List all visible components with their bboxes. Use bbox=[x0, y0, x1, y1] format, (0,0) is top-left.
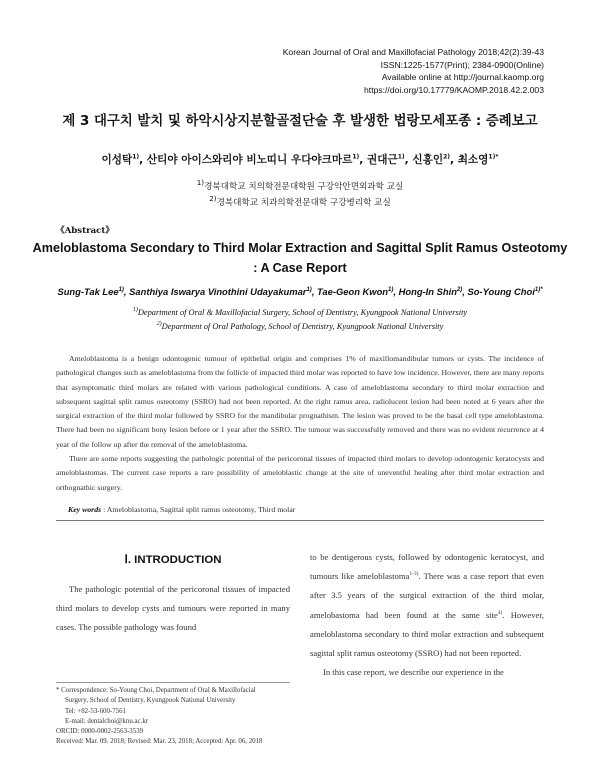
keywords-text: Ameloblastoma, Sagittal split ramus osteotomy, Third molar bbox=[106, 505, 296, 514]
footnote-dates: Received: Mar. 09. 2018; Revised: Mar. 23, 2018; Accepted: Apr. 06, 2018 bbox=[56, 738, 263, 746]
left-column bbox=[56, 548, 290, 638]
english-title-line-1: Ameloblastoma Secondary to Third Molar Extraction and Sagittal Split Ramus Osteotomy bbox=[32, 241, 568, 255]
footnote-department: Surgery, School of Dentistry, Kyungpook National University bbox=[65, 697, 236, 705]
intro-paragraph-right-2: In this case report, we describe our experience in the bbox=[323, 667, 504, 678]
english-author: Santhiya Iswarya Vinothini Udayakumar$^{1)}$, bbox=[129, 286, 318, 297]
korean-author: 이성탁$^{1)}$, bbox=[101, 153, 147, 166]
journal-issn: ISSN:1225-1577(Print); 2384-0900(Online) bbox=[380, 59, 544, 70]
korean-title: 제 3 대구치 발치 및 하악시상지분할골절단술 후 발생한 법랑모세포종 : 증례보고 bbox=[62, 114, 538, 129]
citation-4: 4) bbox=[497, 609, 503, 616]
english-author: Hong-In Shin$^{2)}$, bbox=[398, 286, 468, 297]
keywords-label: Key words bbox=[68, 505, 102, 514]
english-affiliation-2: $^{2)}$Department of Oral Pathology, School of Dentistry, Kyungpook National University bbox=[156, 321, 444, 331]
footnotes bbox=[56, 686, 292, 748]
english-title bbox=[20, 238, 580, 278]
section-heading-introduction: Ⅰ. INTRODUCTION bbox=[124, 554, 222, 566]
footnote-divider bbox=[56, 682, 290, 683]
korean-author: 최소영$^{1)*}$ bbox=[457, 153, 499, 166]
journal-header bbox=[224, 46, 544, 96]
citation-1-3: 1-3) bbox=[409, 571, 419, 578]
keywords bbox=[56, 505, 544, 514]
korean-authors bbox=[20, 152, 580, 167]
journal-doi: https://doi.org/10.17779/KAOMP.2018.42.2.003 bbox=[364, 84, 544, 95]
english-title-line-2: : A Case Report bbox=[253, 261, 347, 275]
intro-paragraph-right-1: to be dentigerous cysts, followed by odontogenic keratocyst, and tumours like ameloblastoma$^{1-3)}$. There was a case report that even after 3.5 years of the surgical extraction of the third molar, amelobastoma had been found at the same site$^{4)}$. However, ameloblastoma secondary to third molar extraction and subsequent sagittal split ramus osteotomy (SSRO) had not been reported. bbox=[310, 552, 544, 659]
journal-url: Available online at http://journal.kaomp.org bbox=[381, 72, 544, 83]
english-author: Tae-Geon Kwon$^{1)}$, bbox=[317, 286, 399, 297]
korean-author: 산티야 아이스와리야 비노띠니 우다야크마르$^{1)}$, bbox=[146, 153, 368, 166]
abstract-tag: 《Abstract》 bbox=[56, 226, 114, 236]
keywords-separator: : bbox=[101, 505, 107, 514]
english-affiliation-1: $^{1)}$Department of Oral & Maxillofacial Surgery, School of Dentistry, Kyungpook National University bbox=[132, 307, 468, 317]
footnote-orcid: ORCID: 0000-0002-2563-3539 bbox=[56, 728, 144, 736]
footnote-tel: Tel: +82-53-600-7561 bbox=[65, 707, 127, 715]
footnote-email: E-mail: dentalchoi@knu.ac.kr bbox=[65, 717, 149, 725]
english-authors bbox=[10, 286, 590, 297]
korean-author: 권대근$^{1)}$, bbox=[367, 153, 413, 166]
footnote-correspondence: * Correspondence: So-Young Choi, Department of Oral & Maxillofacial bbox=[56, 687, 256, 694]
abstract-paragraph-1: Ameloblastoma is a benign odontogenic tumour of epithelial origin and comprises 1% of maxillomandibular tumors or cysts. The incidence of pathological changes such as ameloblastoma from the follicle of impacted third molar was reported to have low incidence. However, there are many reports that asymptomatic third molars are related with various pathological conditions. A case of ameloblastoma secondary to third molar extraction and subsequent sagittal split ramus osteotomy (SSRO) had not been reported. At the right ramus area, radiolucent lesion had been noted at 6 years after the surgical extraction of the third molar followed by SSRO for the mandibular prognathism. The lesion was proved to be the basal cell type ameloblastoma. There had been no significant bony lesion before or 1 year after the SSRO. The tumour was successfully removed and there was no evident recurrence at 4 year of the follow up after the removal of the ameloblastoma. bbox=[56, 354, 544, 449]
intro-paragraph-left: The pathologic potential of the pericoronal tissues of impacted third molars to develop cysts and tumours were reported in many cases. The possible pathology was found bbox=[56, 584, 290, 633]
right-column bbox=[310, 548, 544, 682]
korean-author: 신홍인$^{2)}$, bbox=[412, 153, 458, 166]
english-author: So-Young Choi$^{1)*}$ bbox=[467, 286, 543, 297]
abstract-divider bbox=[56, 520, 544, 521]
korean-affiliation-1: $^{1)}$경북대학교 치의학전문대학원 구강악안면외과학 교실 bbox=[196, 178, 404, 192]
abstract-body bbox=[56, 352, 544, 495]
journal-citation: Korean Journal of Oral and Maxillofacial Pathology 2018;42(2):39-43 bbox=[282, 47, 544, 57]
korean-affiliation-2: $^{2)}$경북대학교 치과의학전문대학 구강병리학 교실 bbox=[209, 194, 391, 208]
english-author: Sung-Tak Lee$^{1)}$, bbox=[57, 286, 130, 297]
abstract-paragraph-2: There are some reports suggesting the pathologic potential of the pericoronal tissues of impacted third molars to develop odontogenic keratocysts and ameloblastomas. The current case reports a rare possibility of ameloblastic change at the site of uneventful healing after third molar extraction and orthognathic surgery. bbox=[56, 454, 544, 492]
